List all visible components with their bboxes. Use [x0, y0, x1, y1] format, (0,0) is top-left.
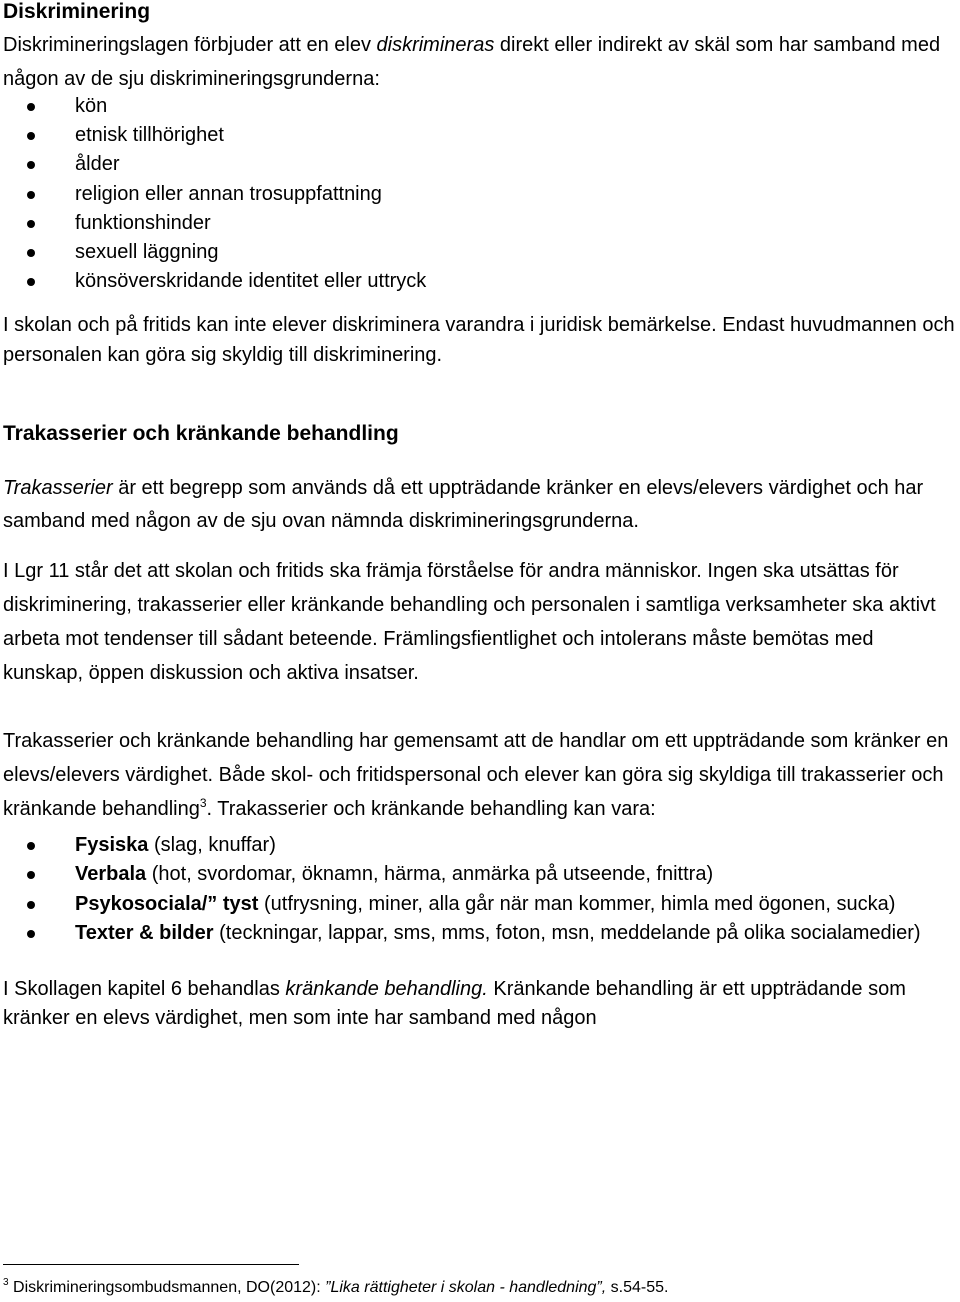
list-item: religion eller annan trosuppfattning — [3, 180, 958, 209]
bullet-icon — [27, 278, 35, 286]
bullet-icon — [27, 132, 35, 140]
bullet-icon — [27, 842, 35, 850]
list-item: Fysiska (slag, knuffar) — [3, 831, 958, 861]
note-paragraph: I skolan och på fritids kan inte elever diskriminera varandra i juridisk bemärkelse. Endast huvudmannen och personalen kan göra sig skyldig till diskriminering. — [3, 314, 955, 367]
list-item: Verbala (hot, svordomar, öknamn, härma, anmärka på utseende, fnittra) — [3, 860, 958, 890]
types-list — [3, 831, 958, 949]
bullet-icon — [27, 220, 35, 228]
list-item: Psykosociala/” tyst (utfrysning, miner, alla går när man kommer, himla med ögonen, sucka) — [3, 890, 958, 920]
footnote: $^3$ Diskrimineringsombudsmannen, DO(2012): ”Lika rättigheter i skolan - handledning”, s.54-55. — [3, 1277, 669, 1296]
bullet-icon — [27, 871, 35, 879]
list-item: Texter & bilder (teckningar, lappar, sms, mms, foton, msn, meddelande på olika socialamedier) — [3, 919, 958, 949]
bullet-icon — [27, 930, 35, 938]
list-item: etnisk tillhörighet — [3, 121, 958, 150]
definition-paragraph: Trakasserier är ett begrepp som används då ett uppträdande kränker en elevs/elevers värdighet och har samband med någon av de sju ovan nämnda diskrimineringsgrunderna. — [3, 477, 924, 533]
bullet-icon — [27, 161, 35, 169]
list-item: kön — [3, 92, 958, 121]
section-title-diskriminering: Diskriminering — [3, 0, 151, 23]
lgr-paragraph: I Lgr 11 står det att skolan och fritids ska främja förståelse för andra människor. Ingen ska utsättas för diskriminering, trakasserier eller kränkande behandling och personalen i samtliga verksamheter ska aktivt arbeta mot tendenser till sådant beteende. Främlingsfientlighet och intolerans måste bemötas med kunskap, öppen diskussion och aktiva insatser. — [3, 560, 936, 684]
list-item: ålder — [3, 150, 958, 179]
list-item: könsöverskridande identitet eller uttryck — [3, 267, 958, 296]
intro-paragraph — [3, 28, 958, 96]
bullet-icon — [27, 191, 35, 199]
document-page — [3, 0, 958, 1033]
bullet-icon — [27, 901, 35, 909]
intro-text-end: direkt eller indirekt av skäl som har samband med någon av de sju diskrimineringsgrunderna: — [3, 34, 941, 90]
footnote-number: 3 — [3, 1277, 9, 1288]
bullet-icon — [27, 249, 35, 257]
bullet-icon — [27, 103, 35, 111]
law-paragraph: I Skollagen kapitel 6 behandlas kränkande behandling. Kränkande behandling är ett uppträdande som kränker en elevs värdighet, men som inte har samband med någon — [3, 977, 906, 1029]
intro-italic: diskrimineras — [376, 34, 495, 56]
intro-text: Diskrimineringslagen förbjuder att en elev — [3, 34, 377, 56]
list-item: sexuell läggning — [3, 238, 958, 267]
footnote-divider — [3, 1264, 299, 1265]
section-title-trakasserier: Trakasserier och kränkande behandling — [3, 422, 399, 446]
grounds-list — [3, 92, 958, 296]
list-item: funktionshinder — [3, 209, 958, 238]
footnote-ref: 3 — [199, 795, 207, 810]
common-paragraph: Trakasserier och kränkande behandling har gemensamt att de handlar om ett uppträdande som kränker en elevs/elevers värdighet. Både skol- och fritidspersonal och elever kan göra sig skyldiga till trakasserier och kränkande behandling$^3$. Trakasserier och kränkande behandling kan vara: — [3, 729, 949, 820]
